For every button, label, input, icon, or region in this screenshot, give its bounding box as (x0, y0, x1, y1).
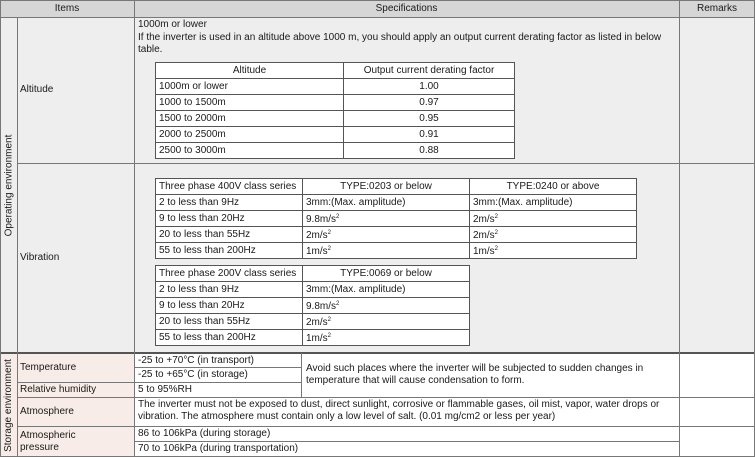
table-row (156, 179, 637, 195)
humidity-label: Relative humidity (20, 383, 97, 395)
table-cell: $2m/s^2$ (303, 227, 470, 243)
header-remarks: Remarks (696, 3, 737, 14)
temperature-note: Avoid such places where the inverter will be subjected to sudden changes in temperature that will cause condensation to form. (306, 363, 644, 387)
header-items: Items (54, 3, 80, 14)
temperature-storage: -25 to +65°C (in storage) (138, 369, 248, 380)
vibration-label: Vibration (20, 252, 60, 263)
humidity-spec-top-border (134, 382, 301, 383)
table-row (156, 330, 470, 346)
table-row (156, 211, 637, 227)
table-cell: 2 to less than 9Hz (156, 282, 303, 298)
temp-spec-row-divider (134, 367, 301, 368)
table-cell: 1500 to 2000m (156, 111, 344, 127)
table-row (156, 127, 515, 143)
table-row (156, 227, 637, 243)
table-cell: $1m/s^2$ (303, 330, 470, 346)
spec-remarks-divider (679, 0, 680, 457)
storage-environment-label: Storage environment (3, 358, 14, 452)
table-cell: 20 to less than 55Hz (156, 314, 303, 330)
table-cell: $1m/s^2$ (470, 243, 637, 259)
table-cell: 0.95 (344, 111, 515, 127)
table-cell: 1000m or lower (156, 79, 344, 95)
section-label-divider (17, 17, 18, 457)
table-cell: 2000 to 2500m (156, 127, 344, 143)
temp-note-divider (301, 353, 302, 397)
atmosphere-value: The inverter must not be exposed to dust, direct sunlight, corrosive or flammable gases, oil mist, vapor, water drops or vibration. The atmosphere must contain only a low level of salt. (0.01 mg/cm2 or less per year) (138, 399, 660, 423)
temperature-label: Temperature (20, 361, 77, 373)
table-header-cell: TYPE:0240 or above (470, 179, 637, 195)
humidity-bottom-border (17, 397, 755, 398)
pressure-transport: 70 to 106kPa (during transportation) (138, 443, 299, 454)
table-row (156, 79, 515, 95)
items-spec-divider (134, 0, 135, 457)
table-cell: 1000 to 1500m (156, 95, 344, 111)
table-row (156, 63, 515, 79)
header-specifications: Specifications (375, 3, 438, 14)
table-row (156, 298, 470, 314)
table-row (156, 243, 637, 259)
temperature-bottom-border (17, 382, 134, 383)
table-cell: $2m/s^2$ (470, 211, 637, 227)
section-divider (0, 352, 755, 354)
table-cell: 0.97 (344, 95, 515, 111)
table-cell: 2 to less than 9Hz (156, 195, 303, 211)
table-row (156, 95, 515, 111)
table-cell: 55 to less than 200Hz (156, 243, 303, 259)
altitude-bottom-border (17, 163, 755, 164)
pressure-label: Atmospheric pressure (20, 429, 76, 453)
table-cell: 0.88 (344, 143, 515, 159)
pressure-row-divider (134, 441, 679, 442)
temperature-transport: -25 to +70°C (in transport) (138, 355, 254, 366)
operating-environment-label: Operating environment (3, 134, 15, 236)
table-cell: 20 to less than 55Hz (156, 227, 303, 243)
table-cell: 3mm:(Max. amplitude) (303, 282, 470, 298)
table-header-cell: Output current derating factor (344, 63, 515, 79)
vibration-400v-table (155, 178, 637, 259)
table-cell: $1m/s^2$ (303, 243, 470, 259)
altitude-label: Altitude (20, 84, 54, 95)
table-header-cell: TYPE:0203 or below (303, 179, 470, 195)
table-header-cell: TYPE:0069 or below (303, 266, 470, 282)
table-cell: $2m/s^2$ (303, 314, 470, 330)
header-bottom-border (0, 17, 755, 18)
table-cell: 2500 to 3000m (156, 143, 344, 159)
table-row (156, 111, 515, 127)
table-cell: 9 to less than 20Hz (156, 211, 303, 227)
table-row (156, 195, 637, 211)
atmosphere-label: Atmosphere (20, 405, 74, 417)
table-row (156, 266, 470, 282)
outer-top-border (0, 0, 755, 1)
altitude-line2: If the inverter is used in an altitude above 1000 m, you should apply an output current derating factor as listed in below table. (138, 32, 662, 56)
table-cell: 3mm:(Max. amplitude) (470, 195, 637, 211)
atmosphere-bottom-border (17, 426, 755, 427)
table-row (156, 282, 470, 298)
table-row (156, 314, 470, 330)
altitude-line1: 1000m or lower (138, 19, 207, 30)
table-cell: 1.00 (344, 79, 515, 95)
humidity-value: 5 to 95%RH (138, 384, 192, 395)
table-header-cell: Three phase 400V class series (156, 179, 303, 195)
pressure-storage: 86 to 106kPa (during storage) (138, 428, 271, 439)
table-cell: 9 to less than 20Hz (156, 298, 303, 314)
table-header-cell: Altitude (156, 63, 344, 79)
table-cell: $9.8m/s^2$ (303, 211, 470, 227)
table-cell: $2m/s^2$ (470, 227, 637, 243)
table-cell: 55 to less than 200Hz (156, 330, 303, 346)
table-row (156, 143, 515, 159)
table-cell: $9.8m/s^2$ (303, 298, 470, 314)
table-header-cell: Three phase 200V class series (156, 266, 303, 282)
altitude-derating-table (155, 62, 515, 159)
table-cell: 3mm:(Max. amplitude) (303, 195, 470, 211)
vibration-200v-table (155, 265, 470, 346)
table-cell: 0.91 (344, 127, 515, 143)
outer-left-border (0, 0, 1, 457)
